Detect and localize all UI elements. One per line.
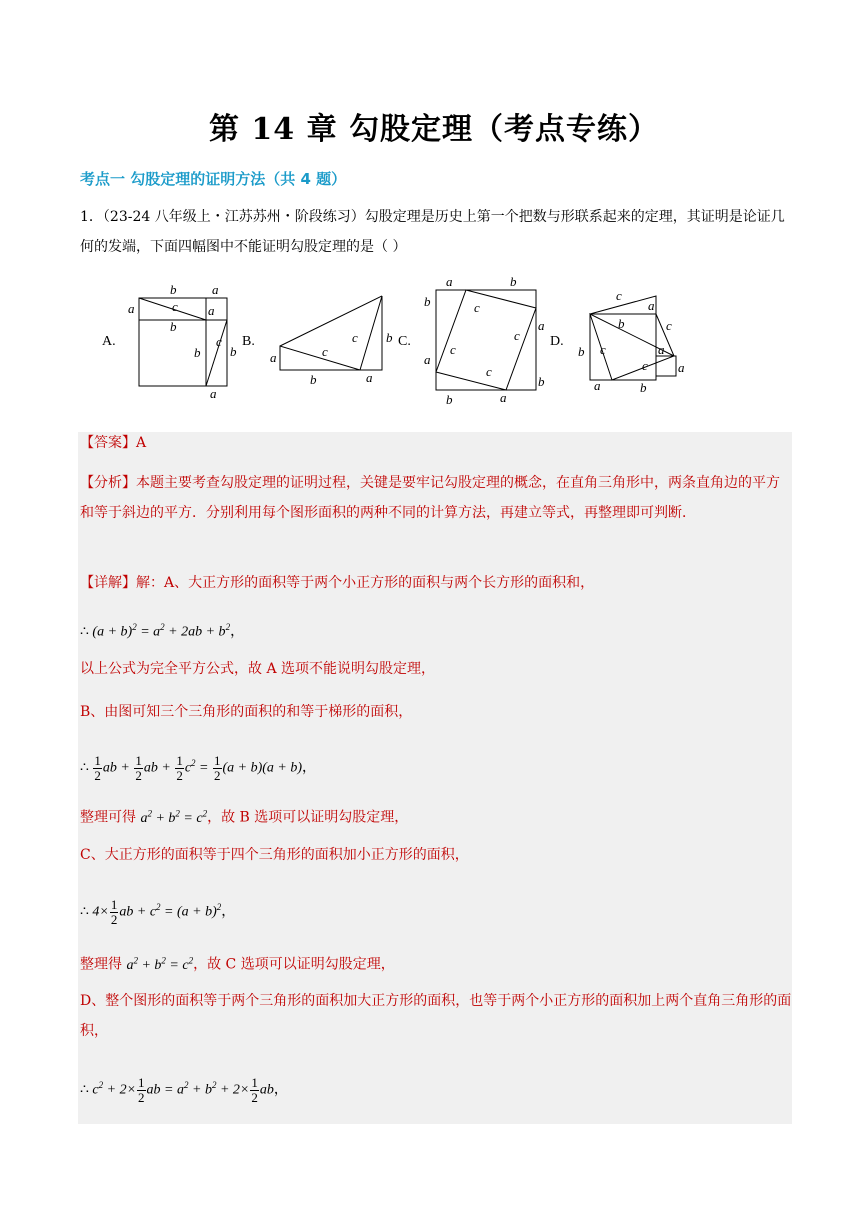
formula-c: ∴ 4× $\frac{1}{2}$ ab + $c^2 = (a + b)^2$， [80, 896, 236, 927]
svg-text:a: a [538, 318, 545, 333]
svg-text:c: c [172, 299, 178, 314]
figure-options [96, 276, 716, 408]
svg-text:a: a [658, 342, 665, 357]
svg-text:a: a [446, 276, 453, 289]
svg-text:c: c [616, 288, 622, 303]
conclusion-c [80, 945, 792, 981]
svg-text:c: c [450, 342, 456, 357]
detail-b-line: B、由图可知三个三角形的面积的和等于梯形的面积， [80, 704, 413, 720]
svg-text:c: c [322, 344, 328, 359]
question-source: （23-24 八年级上・江苏苏州・阶段练习） [102, 209, 365, 225]
formula-d: ∴ $c^2 + 2\times$ $\frac{1}{2}$ ab = $a^2 + b^2 + 2\times$ $\frac{1}{2}$ ab， [80, 1074, 288, 1105]
detail-a-text: 解：A、大正方形的面积等于两个小正方形的面积与两个长方形的面积和， [136, 575, 595, 591]
svg-text:b: b [446, 392, 453, 406]
svg-text:b: b [510, 276, 517, 289]
answer-line [80, 428, 792, 458]
svg-text:b: b [194, 345, 201, 360]
svg-text:a: a [366, 370, 373, 385]
svg-text:a: a [678, 360, 685, 375]
svg-text:c: c [474, 300, 480, 315]
svg-text:a: a [648, 298, 655, 313]
svg-text:a: a [424, 352, 431, 367]
answer-tag: 【答案】 [80, 435, 136, 451]
section-heading: 考点一 勾股定理的证明方法（共 4 题） [80, 170, 347, 188]
svg-text:a: a [500, 390, 507, 405]
detail-d-line: D、整个图形的面积等于两个三角形的面积加大正方形的面积，也等于两个小正方形的面积加上两个直角三角形的面积， [80, 993, 792, 1039]
svg-text:b: b [424, 294, 431, 309]
svg-text:b: b [618, 316, 625, 331]
svg-text:c: c [642, 358, 648, 373]
figure-d-diagram [578, 276, 708, 406]
figure-c-diagram [420, 276, 550, 406]
conclusion-b-suffix: ，故 B 选项可以证明勾股定理， [207, 809, 409, 826]
svg-text:a: a [212, 282, 219, 297]
svg-text:c: c [666, 318, 672, 333]
question-text: 勾股定理是历史上第一个把数与形联系起来的定理，其证明是论证几何的发端，下面四幅图中不能证明勾股定理的是（ ） [80, 209, 785, 255]
svg-text:a: a [270, 350, 277, 365]
svg-text:c: c [514, 328, 520, 343]
figure-c-label: C. [398, 334, 411, 349]
question-number: 1． [80, 209, 103, 225]
svg-text:c: c [486, 364, 492, 379]
svg-text:b: b [386, 330, 393, 345]
svg-text:b: b [578, 344, 585, 359]
svg-text:a: a [594, 378, 601, 393]
detail-tag: 【详解】 [80, 575, 136, 591]
formula-a: ∴ $(a + b)^2 = a^2 + 2ab + b^2$， [80, 622, 245, 640]
svg-text:b: b [230, 344, 237, 359]
conclusion-b-prefix: 整理可得 [80, 809, 141, 826]
svg-text:c: c [352, 330, 358, 345]
svg-text:c: c [216, 334, 222, 349]
answer-value: A [136, 435, 147, 451]
svg-text:a: a [210, 386, 217, 401]
detail-c-line: C、大正方形的面积等于四个三角形的面积加小正方形的面积， [80, 847, 469, 863]
figure-b-label: B. [242, 334, 255, 349]
formula-b: ∴ $\frac{1}{2}$ ab + $\frac{1}{2}$ ab + $\frac{1}{2}$ $c^2$ = $\frac{1}{2}$ (a + b)(a + b)， [80, 752, 317, 783]
detail-a-line [80, 568, 792, 598]
analysis-text: 本题主要考查勾股定理的证明过程，关键是要牢记勾股定理的概念，在直角三角形中，两条直角边的平方和等于斜边的平方．分别利用每个图形面积的两种不同的计算方法，再建立等式，再整理即可判断． [80, 475, 780, 521]
svg-text:a: a [128, 301, 135, 316]
conclusion-b-formula: $a^2 + b^2 = c^2$ [140, 808, 208, 826]
svg-text:b: b [170, 282, 177, 297]
svg-text:b: b [170, 319, 177, 334]
svg-text:b: b [310, 372, 317, 387]
analysis-paragraph [80, 468, 792, 528]
svg-text:a: a [208, 303, 215, 318]
figure-b-diagram [260, 276, 410, 406]
conclusion-c-formula: $a^2 + b^2 = c^2$ [126, 955, 194, 973]
question-1 [80, 202, 792, 262]
svg-text:c: c [600, 342, 606, 357]
conclusion-c-suffix: ，故 C 选项可以证明勾股定理， [193, 956, 395, 973]
conclusion-b [80, 798, 792, 834]
svg-text:b: b [640, 380, 647, 395]
figure-d-label: D. [550, 334, 564, 349]
page-title: 第 14 章 勾股定理（考点专练） [208, 112, 660, 147]
conclusion-a: 以上公式为完全平方公式，故 A 选项不能说明勾股定理， [80, 661, 436, 677]
figure-a-label: A. [102, 334, 116, 349]
conclusion-c-prefix: 整理得 [80, 956, 127, 973]
analysis-tag: 【分析】 [80, 475, 136, 491]
svg-text:b: b [538, 374, 545, 389]
